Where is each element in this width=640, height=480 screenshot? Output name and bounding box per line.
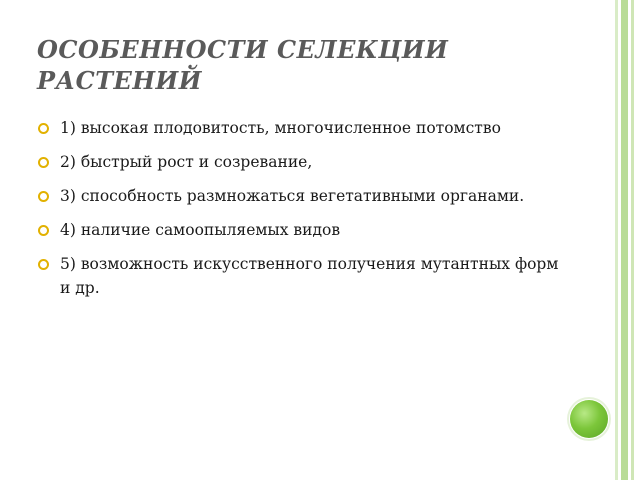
bullet-text: 1) высокая плодовитость, многочисленное потомство	[60, 119, 501, 137]
bullet-text: 5) возможность искусственного получения мутантных форм и др.	[60, 255, 559, 297]
slide-title: ОСОБЕННОСТИ СЕЛЕКЦИИ РАСТЕНИЙ	[37, 35, 449, 95]
green-circle-icon	[570, 400, 608, 438]
bullet-text: 4) наличие самоопыляемых видов	[60, 221, 341, 239]
bullet-text: 2) быстрый рост и созревание,	[60, 153, 313, 171]
bullet-icon	[38, 123, 49, 134]
list-item	[38, 184, 568, 208]
stripe-3	[631, 0, 634, 480]
list-item	[38, 218, 568, 242]
bullet-icon	[38, 225, 49, 236]
stripe-2	[621, 0, 628, 480]
bullet-icon	[38, 259, 49, 270]
bullet-icon	[38, 191, 49, 202]
list-item	[38, 252, 568, 300]
list-item	[38, 150, 568, 174]
bullet-list	[38, 116, 568, 310]
list-item	[38, 116, 568, 140]
bullet-icon	[38, 157, 49, 168]
decorative-stripes	[612, 0, 634, 480]
bullet-text: 3) способность размножаться вегетативными органами.	[60, 187, 525, 205]
stripe-1	[615, 0, 618, 480]
